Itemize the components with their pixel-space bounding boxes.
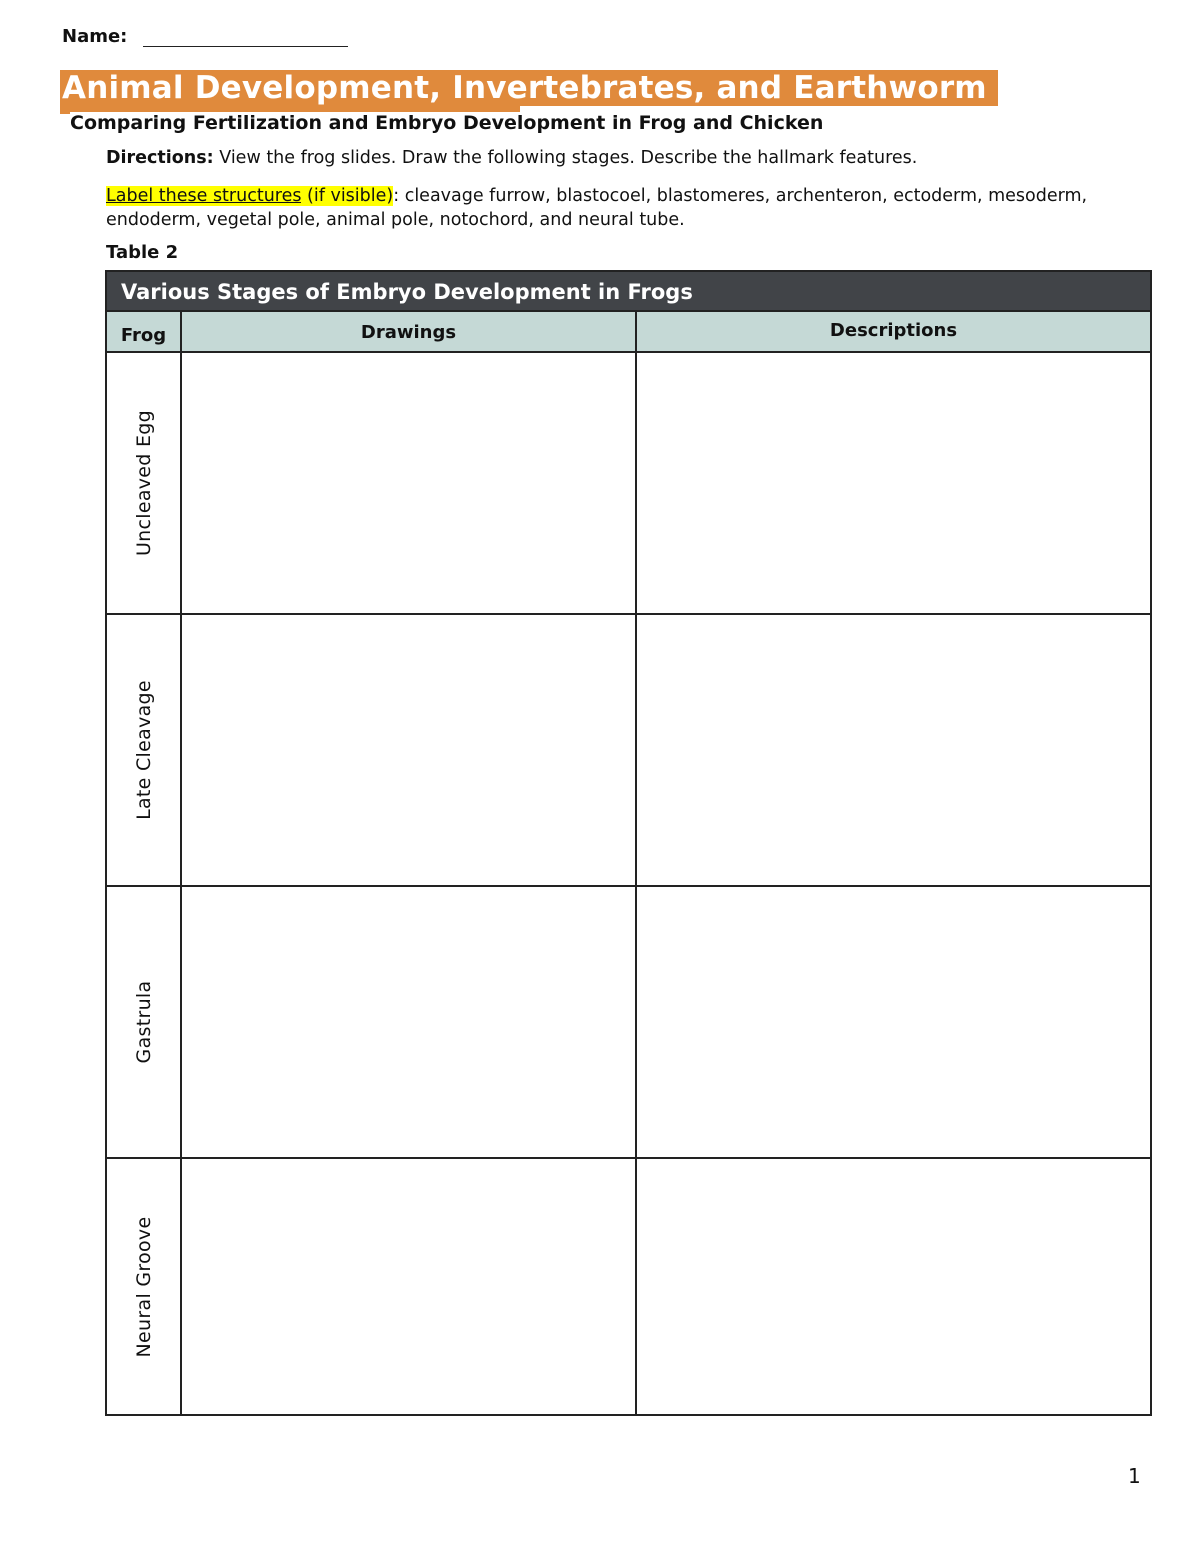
name-blank-line[interactable] bbox=[143, 27, 348, 47]
name-label: Name: bbox=[62, 26, 128, 47]
stage-name: Gastrula bbox=[132, 980, 155, 1064]
page-number: 1 bbox=[1128, 1464, 1141, 1488]
label-highlight-plain: (if visible) bbox=[301, 186, 394, 206]
label-structure-list: : cleavage furrow, blastocoel, blastomeres, archenteron, ectoderm, mesoderm, endoderm, vegetal pole, animal pole, notochord, and neural tube. bbox=[106, 186, 1088, 230]
description-cell-late-cleavage[interactable] bbox=[637, 615, 1150, 887]
row-label-neural-groove bbox=[107, 1159, 182, 1414]
stage-name: Late Cleavage bbox=[132, 680, 155, 820]
directions-label: Directions: bbox=[106, 148, 214, 168]
document-subtitle: Comparing Fertilization and Embryo Development in Frog and Chicken bbox=[70, 112, 827, 134]
document-title: Animal Development, Invertebrates, and Earthworm bbox=[62, 70, 987, 106]
stages-table bbox=[105, 270, 1152, 1416]
column-header-frog: Frog bbox=[107, 312, 182, 353]
column-header-drawings: Drawings bbox=[182, 312, 637, 353]
drawing-cell-uncleaved-egg[interactable] bbox=[182, 353, 637, 615]
description-cell-neural-groove[interactable] bbox=[637, 1159, 1150, 1414]
directions-text: View the frog slides. Draw the following stages. Describe the hallmark features. bbox=[213, 148, 918, 168]
drawing-cell-late-cleavage[interactable] bbox=[182, 615, 637, 887]
row-label-gastrula bbox=[107, 887, 182, 1159]
label-instruction bbox=[106, 184, 1116, 232]
drawing-cell-neural-groove[interactable] bbox=[182, 1159, 637, 1414]
label-highlight-underlined: Label these structures bbox=[106, 186, 302, 206]
stage-name: Uncleaved Egg bbox=[132, 409, 155, 557]
stage-name: Neural Groove bbox=[132, 1216, 155, 1357]
description-cell-uncleaved-egg[interactable] bbox=[637, 353, 1150, 615]
table-title: Various Stages of Embryo Development in Frogs bbox=[107, 272, 1150, 312]
row-label-uncleaved-egg bbox=[107, 353, 182, 615]
table-grid bbox=[107, 312, 1150, 1414]
description-cell-gastrula[interactable] bbox=[637, 887, 1150, 1159]
name-field bbox=[62, 26, 348, 47]
table-caption: Table 2 bbox=[106, 242, 179, 263]
directions bbox=[106, 148, 917, 168]
drawing-cell-gastrula[interactable] bbox=[182, 887, 637, 1159]
row-label-late-cleavage bbox=[107, 615, 182, 887]
column-header-descriptions: Descriptions bbox=[637, 312, 1150, 353]
